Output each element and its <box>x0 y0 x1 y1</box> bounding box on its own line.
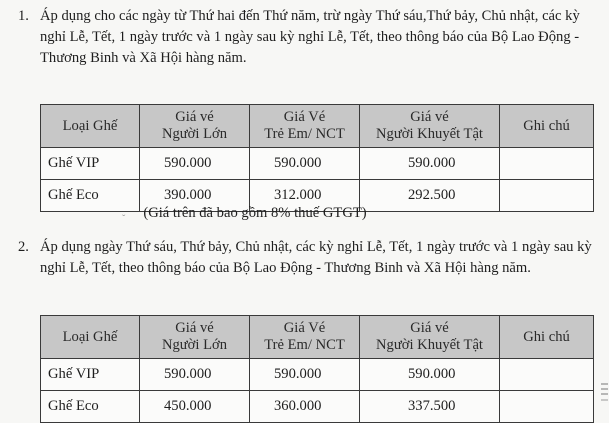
child-senior-price-cell: 360.000 <box>250 391 360 423</box>
header-adult-price: Giá vé Người Lớn <box>140 105 250 148</box>
list-item-2 <box>18 237 598 303</box>
seat-type-cell: Ghế VIP <box>41 148 140 180</box>
list-item-text: Áp dụng cho các ngày từ Thứ hai đến Thứ năm, trừ ngày Thứ sáu,Thứ bảy, Chủ nhật, các kỳ nghỉ Lễ, Tết, 1 ngày trước và 1 ngày sau kỳ nghỉ Lễ, Tết, theo thông báo của Bộ Lao Động - Thương Binh và Xã Hội hàng năm. <box>40 8 580 66</box>
seat-type-cell: Ghế Eco <box>41 180 140 212</box>
header-note: Ghi chú <box>500 316 594 359</box>
adult-price-cell: 390.000 <box>140 180 250 212</box>
list-item-text: Áp dụng ngày Thứ sáu, Thứ bảy, Chủ nhật, các kỳ nghỉ Lễ, Tết, 1 ngày trước và 1 ngày sau kỳ nghỉ Lễ, Tết, theo thông báo của Bộ Lao Động - Thương Binh và Xã Hội hàng năm. <box>40 239 592 276</box>
disabled-price-cell: 292.500 <box>360 180 500 212</box>
edge-lines-icon <box>598 380 609 416</box>
header-disabled-price: Giá vé Người Khuyết Tật <box>360 105 500 148</box>
note-cell <box>500 391 594 423</box>
child-senior-price-cell: 590.000 <box>250 148 360 180</box>
table-row <box>41 148 594 180</box>
page-edge-artifact <box>598 380 609 416</box>
child-senior-price-cell: 590.000 <box>250 359 360 391</box>
price-table-weekday <box>40 104 594 212</box>
header-child-senior-price: Giá Vé Trẻ Em/ NCT <box>250 105 360 148</box>
table-header-row <box>41 316 594 359</box>
scan-speck: ˇ <box>122 214 126 225</box>
header-child-senior-price: Giá Vé Trẻ Em/ NCT <box>250 316 360 359</box>
disabled-price-cell: 337.500 <box>360 391 500 423</box>
note-cell <box>500 148 594 180</box>
header-seat-type: Loại Ghế <box>41 316 140 359</box>
adult-price-cell: 450.000 <box>140 391 250 423</box>
table-row <box>41 359 594 391</box>
adult-price-cell: 590.000 <box>140 148 250 180</box>
table-row <box>41 391 594 423</box>
note-cell <box>500 180 594 212</box>
disabled-price-cell: 590.000 <box>360 148 500 180</box>
seat-type-cell: Ghế Eco <box>41 391 140 423</box>
adult-price-cell: 590.000 <box>140 359 250 391</box>
list-item-number: 1. <box>18 8 29 24</box>
header-seat-type: Loại Ghế <box>41 105 140 148</box>
list-item-number: 2. <box>18 239 29 255</box>
note-cell <box>500 359 594 391</box>
disabled-price-cell: 590.000 <box>360 359 500 391</box>
child-senior-price-cell: 312.000 <box>250 180 360 212</box>
table-header-row <box>41 105 594 148</box>
seat-type-cell: Ghế VIP <box>41 359 140 391</box>
header-disabled-price: Giá vé Người Khuyết Tật <box>360 316 500 359</box>
vat-note: (Giá trên đã bao gồm 8% thuế GTGT) <box>143 205 367 221</box>
list-item-1 <box>18 6 598 72</box>
header-note: Ghi chú <box>500 105 594 148</box>
price-table-weekend <box>40 315 594 423</box>
header-adult-price: Giá vé Người Lớn <box>140 316 250 359</box>
